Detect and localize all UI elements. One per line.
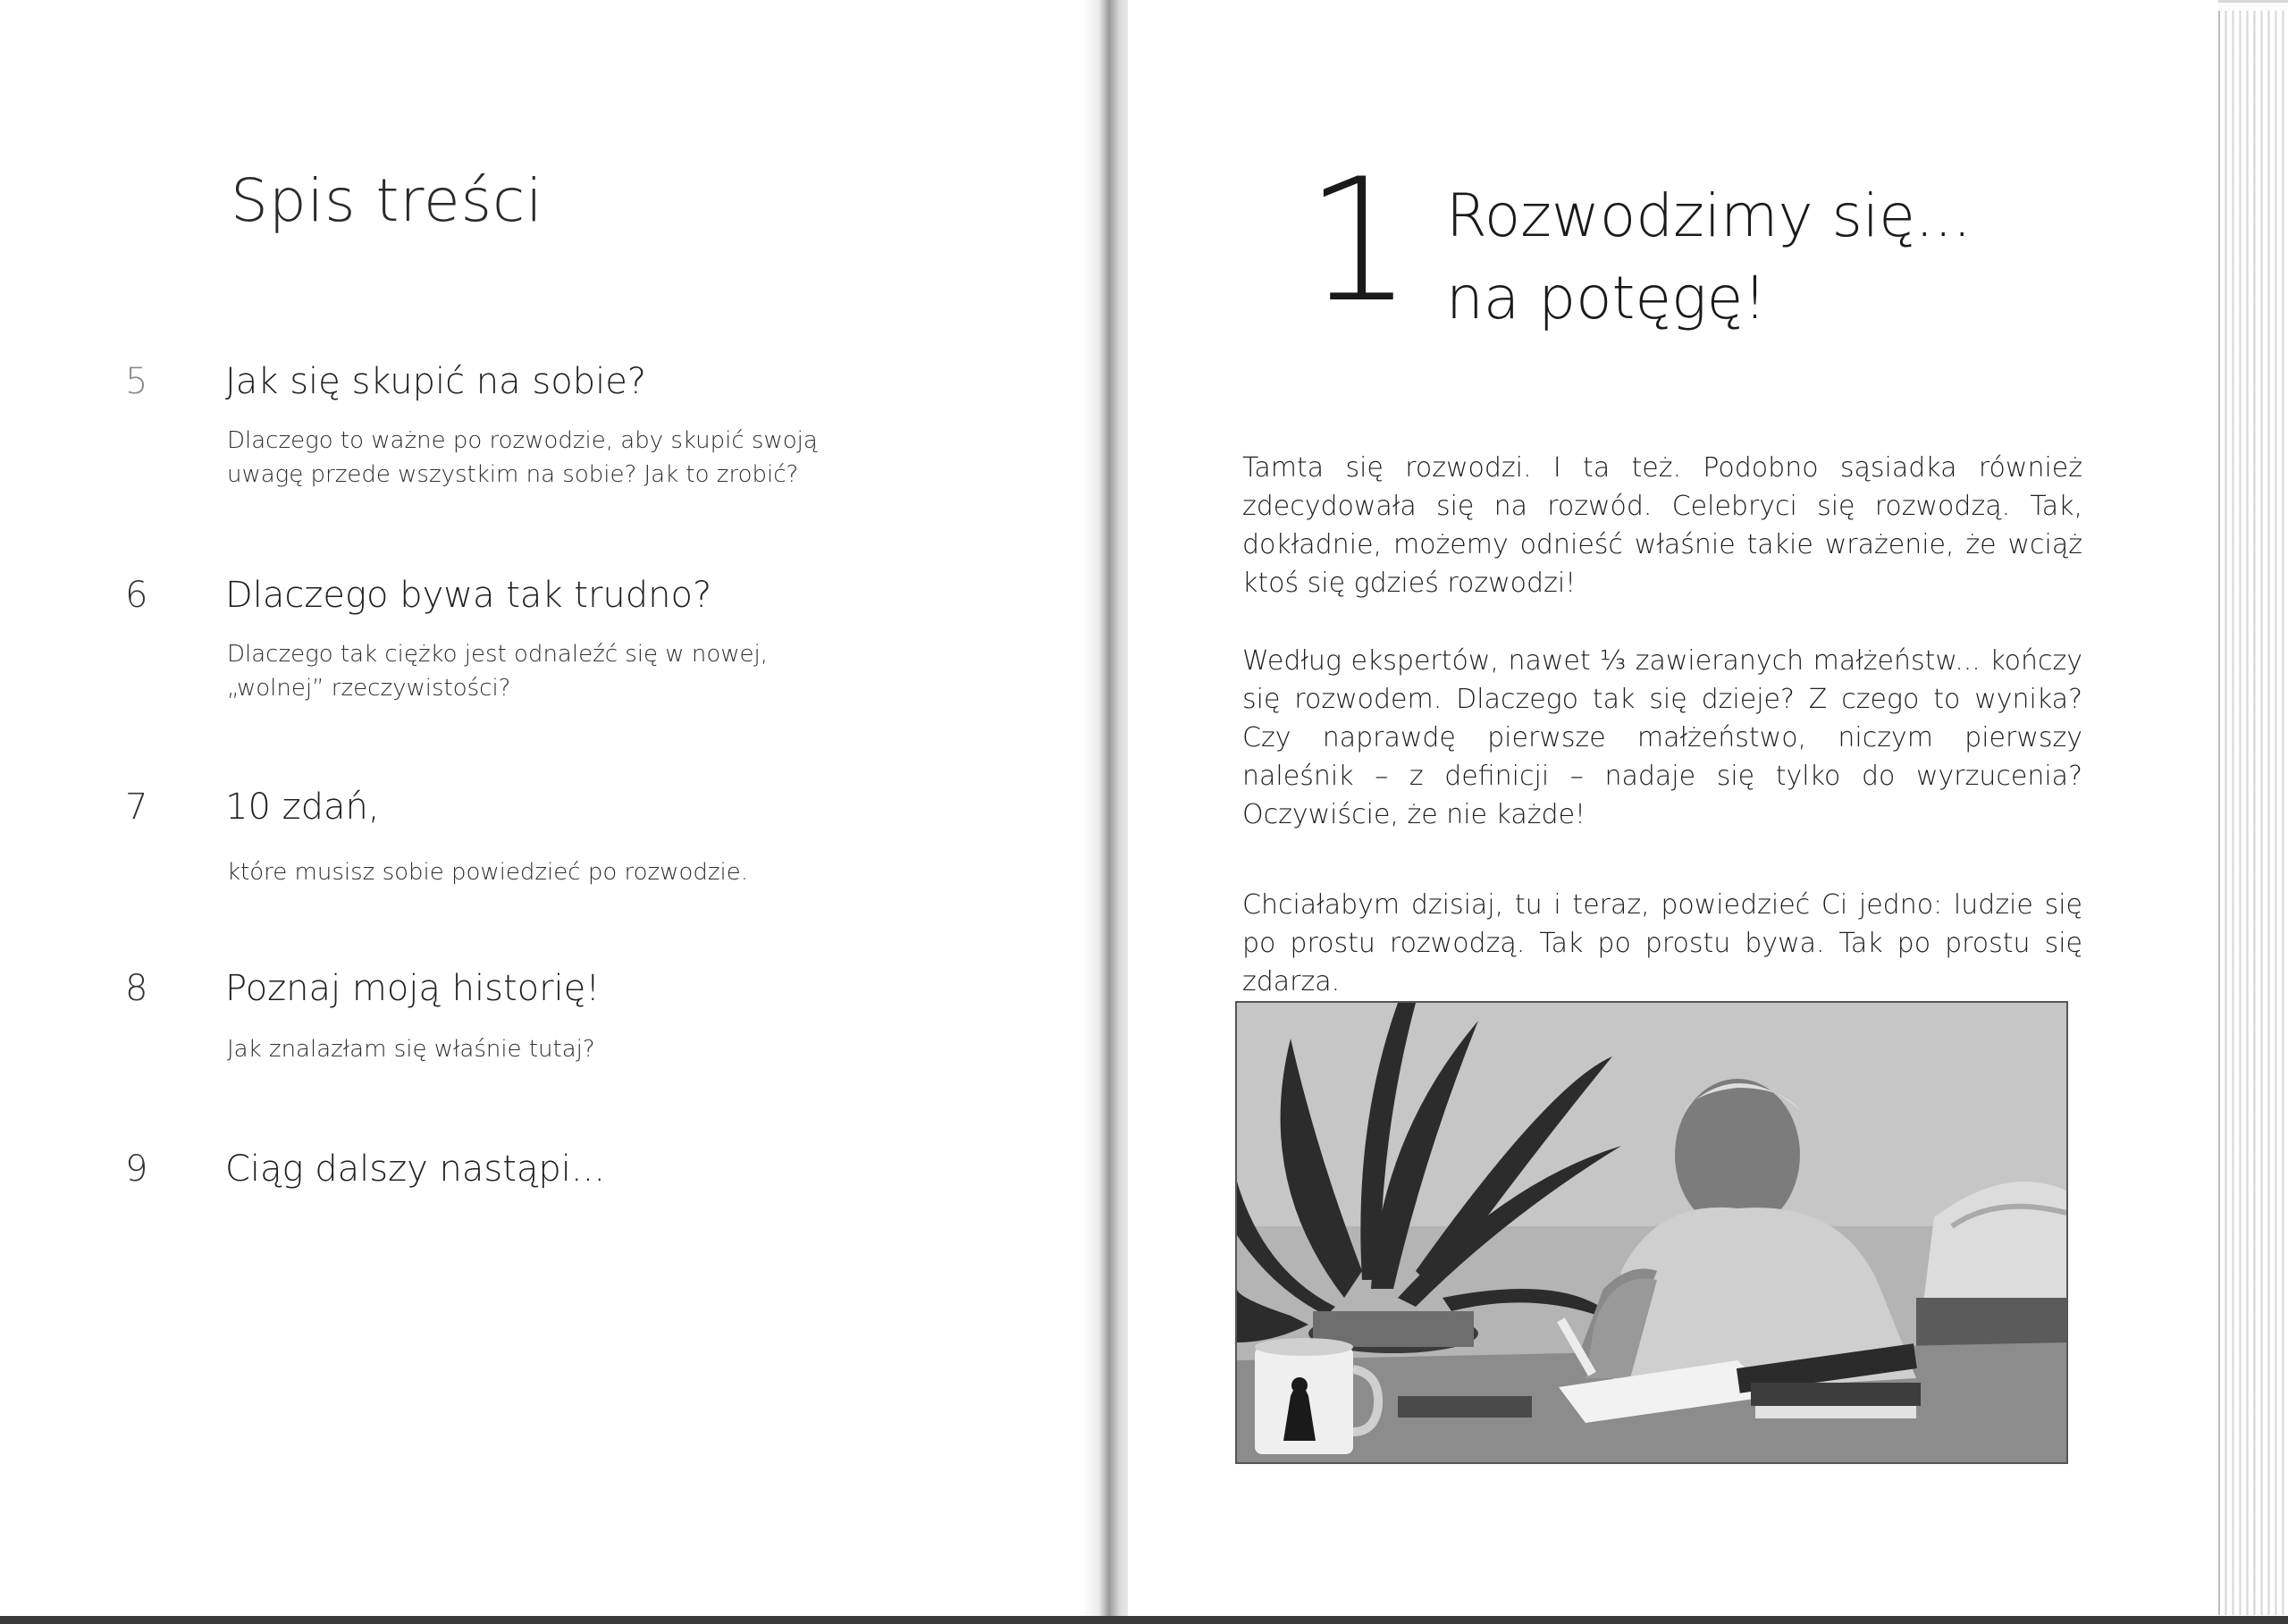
photo-illustration <box>1237 1003 2066 1462</box>
toc-heading: Jak się skupić na sobie? <box>225 361 647 402</box>
left-page <box>0 0 1098 1624</box>
toc-page-number: 8 <box>125 968 148 1009</box>
toc-page-number: 5 <box>125 361 148 402</box>
toc-page-number: 9 <box>125 1149 148 1190</box>
toc-page-number: 6 <box>125 575 148 616</box>
scan-bottom-edge <box>0 1616 2288 1624</box>
body-paragraph: Chciałabym dzisiaj, tu i teraz, powiedzieć Ci jedno: ludzie się po prostu rozwodzą. Tak po prostu bywa. Tak po prostu się zdarza. <box>1242 889 2082 997</box>
toc-title: Spis treści <box>231 166 543 235</box>
chapter-title-line: na potęgę! <box>1446 264 1767 332</box>
toc-description: Dlaczego tak ciężko jest odnaleźć się w nowej, „wolnej” rzeczywistości? <box>227 641 768 702</box>
body-paragraph: Według ekspertów, nawet ⅓ zawieranych małżeństw... kończy się rozwodem. Dlaczego tak się dzieje? Z czego to wynika? Czy naprawdę pierwsze małżeństwo, niczym pierwszy naleśnik – z definicji – nadaje się tylko do wyrzucenia? Oczywiście, że nie każde! <box>1242 645 2082 830</box>
toc-description: Dlaczego to ważne po rozwodzie, aby skupić swoją uwagę przede wszystkim na sobie? Jak to zrobić? <box>227 427 818 488</box>
toc-heading: 10 zdań, <box>225 787 380 828</box>
body-paragraph: Tamta się rozwodzi. I ta też. Podobno sąsiadka również zdecydowała się na rozwód. Celebryci się rozwodzą. Tak, dokładnie, możemy odnieść właśnie takie wrażenie, że wciąż ktoś się gdzieś rozwodzi! <box>1242 452 2082 599</box>
chapter-title-line: Rozwodzimy się... <box>1446 181 1972 250</box>
toc-page-number: 7 <box>125 787 148 828</box>
toc-heading: Dlaczego bywa tak trudno? <box>225 575 712 616</box>
toc-heading: Poznaj moją historię! <box>225 968 601 1009</box>
photo-woman-writing-at-table <box>1235 1001 2068 1464</box>
chapter-number: 1 <box>1305 142 1413 340</box>
page-edges <box>2218 11 2288 1615</box>
toc-heading: Ciąg dalszy nastąpi... <box>225 1149 606 1190</box>
toc-description: Jak znalazłam się właśnie tutaj? <box>227 1036 595 1063</box>
chapter-title <box>1446 175 1982 340</box>
toc-description: które musisz sobie powiedzieć po rozwodzie. <box>227 859 748 886</box>
